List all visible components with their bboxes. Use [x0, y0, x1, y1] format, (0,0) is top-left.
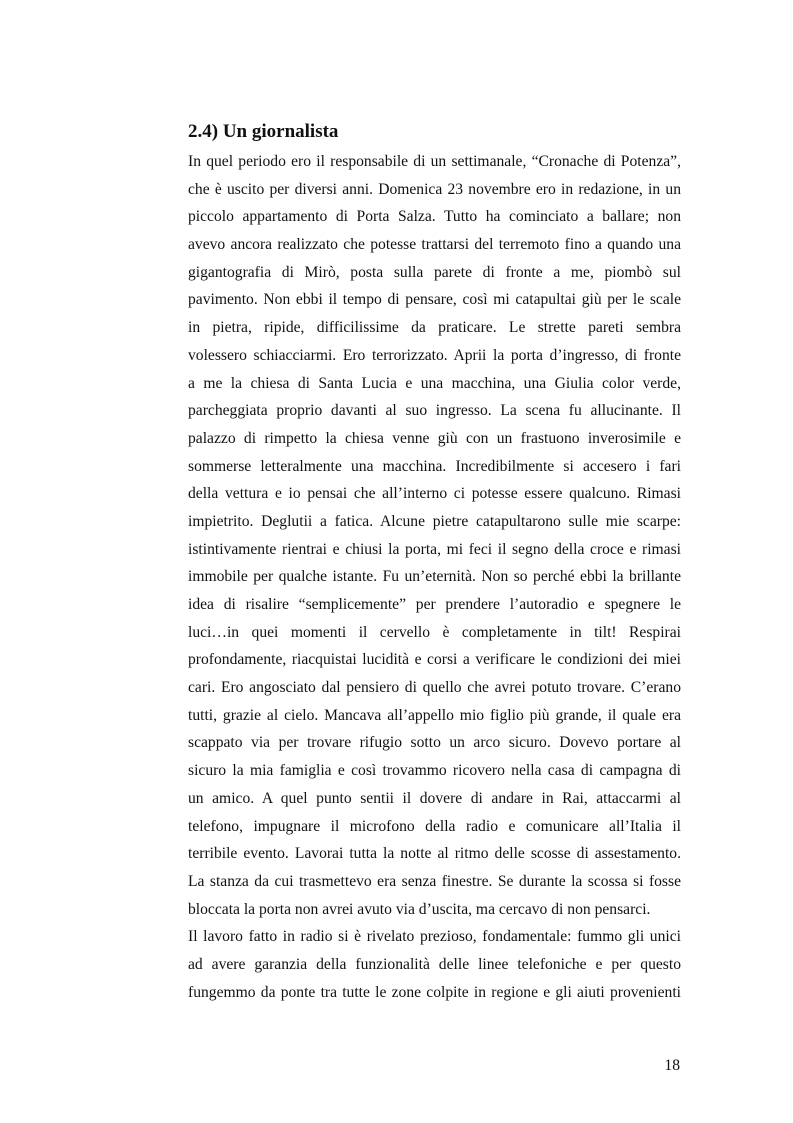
- text-line: che è uscito per diversi anni. Domenica 23 novembre ero in redazione, in un: [188, 180, 681, 198]
- text-line: della vettura e io pensai che all’interno ci potesse essere qualcuno. Rimasi: [188, 485, 681, 503]
- text-line: in pietra, ripide, difficilissime da praticare. Le strette pareti sembra: [188, 319, 681, 337]
- text-line: cari. Ero angosciato dal pensiero di quello che avrei potuto trovare. C’erano: [188, 679, 681, 697]
- text-line: scappato via per trovare rifugio sotto un arco sicuro. Dovevo portare al: [188, 734, 681, 752]
- text-line: sommerse letteralmente una macchina. Incredibilmente si accesero i fari: [188, 457, 681, 475]
- paragraph: [188, 148, 681, 923]
- text-line: un amico. A quel punto sentii il dovere di andare in Rai, attaccarmi al: [188, 789, 681, 807]
- text-line: idea di risalire “semplicemente” per prendere l’autoradio e spegnere le: [188, 596, 681, 613]
- text-line: parcheggiata proprio davanti al suo ingresso. La scena fu allucinante. Il: [188, 402, 681, 420]
- text-line: immobile per qualche istante. Fu un’eternità. Non so perché ebbi la brillante: [188, 568, 681, 586]
- text-line: avevo ancora realizzato che potesse trattarsi del terremoto fino a quando una: [188, 236, 681, 254]
- text-line: ad avere garanzia della funzionalità delle linee telefoniche e per questo: [188, 955, 681, 973]
- body-text: [188, 148, 681, 1006]
- text-line: La stanza da cui trasmettevo era senza finestre. Se durante la scossa si fosse: [188, 872, 681, 890]
- text-line: In quel periodo ero il responsabile di un settimanale, “Cronache di Potenza”,: [188, 153, 681, 170]
- text-line: luci…in quei momenti il cervello è completamente in tilt! Respirai: [188, 623, 681, 641]
- text-line: palazzo di rimpetto la chiesa venne giù con un frastuono inverosimile e: [188, 429, 681, 447]
- text-line: terribile evento. Lavorai tutta la notte al ritmo delle scosse di assestamento.: [188, 845, 681, 863]
- text-line: sicuro la mia famiglia e così trovammo ricovero nella casa di campagna di: [188, 762, 681, 780]
- text-line: tutti, grazie al cielo. Mancava all’appello mio figlio più grande, il quale era: [188, 706, 681, 724]
- paragraph: [188, 923, 681, 1006]
- text-line: a me la chiesa di Santa Lucia e una macchina, una Giulia color verde,: [188, 374, 681, 392]
- text-line: piccolo appartamento di Porta Salza. Tutto ha cominciato a ballare; non: [188, 208, 681, 226]
- page-number: 18: [664, 1057, 680, 1074]
- text-line: telefono, impugnare il microfono della radio e comunicare all’Italia il: [188, 817, 681, 835]
- text-line: impietrito. Deglutii a fatica. Alcune pietre catapultarono sulle mie scarpe:: [188, 512, 681, 530]
- text-line: bloccata la porta non avrei avuto via d’uscita, ma cercavo di non pensarci.: [188, 900, 651, 918]
- text-line: fungemmo da ponte tra tutte le zone colpite in regione e gli aiuti provenienti: [188, 983, 681, 1001]
- text-line: istintivamente rientrai e chiusi la porta, mi feci il segno della croce e rimasi: [188, 540, 681, 558]
- text-line: Il lavoro fatto in radio si è rivelato prezioso, fondamentale: fummo gli unici: [188, 928, 681, 946]
- section-heading: 2.4) Un giornalista: [188, 121, 339, 142]
- text-line: pavimento. Non ebbi il tempo di pensare, così mi catapultai giù per le scale: [188, 291, 681, 309]
- text-line: profondamente, riacquistai lucidità e corsi a verificare le condizioni dei miei: [188, 651, 681, 669]
- text-line: gigantografia di Mirò, posta sulla parete di fronte a me, piombò sul: [188, 263, 681, 281]
- text-line: volessero schiacciarmi. Ero terrorizzato. Aprii la porta d’ingresso, di fronte: [188, 346, 681, 364]
